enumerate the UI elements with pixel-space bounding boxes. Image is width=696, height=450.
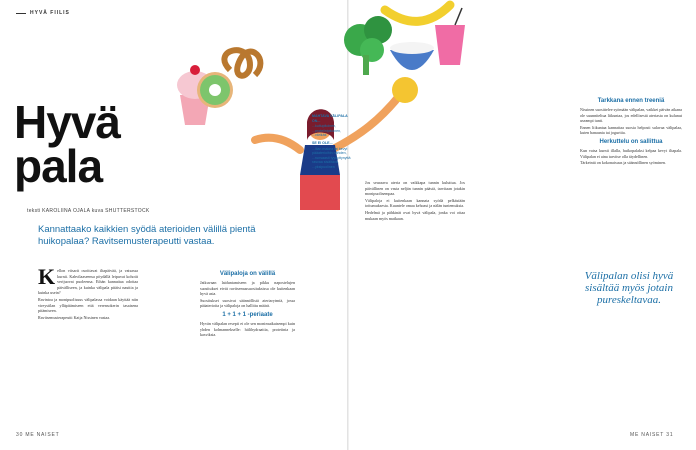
bowl-icon — [390, 42, 434, 70]
col4-paragraph-2: Ennen liikuntaa kannattaa suosia helposti sulavaa välipalaa, kuten banaania tai jogurttia. — [580, 124, 682, 136]
col1-paragraph-2: Ravintoa ja monipuolisuus välipalassa voidaan käyttää niin vireystilan ylläpitämiseen että verensokerin tasaisena pitämiseen. — [38, 296, 138, 314]
sidebar-heading-1: MAHTAVA VÄLIPALA ON... — [312, 114, 348, 123]
apple-icon — [392, 77, 418, 103]
broccoli-icon — [344, 16, 392, 75]
section-label — [16, 10, 70, 16]
subhead-herkuttelu: Herkuttelu on sallittua — [599, 138, 663, 145]
col1-paragraph-3: Ravitsemusterapeutti Katja Nissinen vastaa. — [38, 314, 111, 320]
pull-quote: Välipalan olisi hyvä sisältää myös jotain pureskeltavaa. — [584, 270, 674, 306]
banana-icon — [385, 5, 450, 21]
dropcap: K — [38, 264, 56, 289]
pretzel-icon — [224, 50, 260, 76]
col1-paragraph-1: ellon viisarit osoittavat iltapäivää, ja vatsassa kurnii. Kahvilaaseensa pöydällä leipuvat kohotit verijuovat puoleensa. Eihän kannattaa odottaa päivälliseen, ja kuinka välipala pitäisi nauttia ja kuinka usein? — [38, 268, 138, 296]
folio-left: 30 ME NAISET — [16, 432, 60, 438]
subhead-treeni: Tarkkana ennen treeniä — [597, 98, 665, 104]
sidebar-heading-2: SE EI OLE... — [312, 140, 333, 145]
byline: teksti KAROLIINA OJALA kuva SHUTTERSTOCK — [27, 208, 150, 214]
donut-icon — [197, 72, 233, 108]
subhead-periaate: 1 + 1 + 1 -periaate — [222, 311, 273, 318]
col4-paragraph-1: Nissinen suosittelee syömään välipalan, vaikkei päivän aikana ole suunniteltua liikuntaa, jos edellisestä ateriasta on kulunut useampi tunti. — [580, 107, 682, 124]
col4-paragraph-3: Kun vatsa kurnii illalla, huikopalaksi kelpaa kevyt iltapala. Välipalan ei aina tarvitse olla täydellinen. — [580, 147, 682, 159]
illustration-woman-with-food — [150, 0, 480, 210]
col4-paragraph-4: Tärkeintä on kokonaisuus ja säännöllinen syöminen. — [580, 160, 666, 166]
col3-paragraph-2: Välipaloja ei kuitenkaan kannata syödä pelkästään tottumuksesta. Kuuntele omaa kehoasi ja nälän tuntemuksia. — [365, 197, 465, 209]
headline-line2: pala — [14, 140, 103, 192]
col3-paragraph-1: Jos seuraava ateria on vaikkapa tunnin kuluttua. Jos päivällinen on vasta neljän tunnin päästä, tarvitaan jotakin monipuolisempaa. — [365, 180, 465, 197]
section-rule — [16, 13, 26, 14]
subhead-valipaloja: Välipaloja on välillä — [219, 271, 276, 277]
headline — [14, 96, 120, 192]
col2-paragraph-2: Suositukset suosivat säännöllistä ateriarytmiä, jossa pääaterioita ja välipaloja on hallittu määrä. — [200, 297, 295, 309]
section-label-text: HYVÄ FIILIS — [30, 10, 70, 16]
body-column-1 — [38, 264, 138, 321]
col2-paragraph-1: Jatkuvaan laiduntamiseen ja pikku napostelujen suositukset eivät ravitsemussuosituksissa ole kuitenkaan hyvä asia. — [200, 280, 295, 297]
headline-line1: Hyvä — [14, 96, 120, 148]
sidebar-box — [312, 114, 354, 173]
col2-paragraph-3: Hyvän välipalan resepti ei ole sen monimutkaisempi kuin yhden kolmannekselle: hiilihydraattia, proteiinia ja kasviksia. — [200, 320, 295, 338]
body-column-2 — [200, 268, 295, 339]
sidebar-body-1: ...kuitupitoinen, ...proteiinipitoinen, ...värikäs — [312, 124, 342, 138]
folio-right: ME NAISET 31 — [630, 432, 674, 438]
sidebar-body-2: ...liian makea tai kevyt pääaterioihin nähden, ...runsaasti tyydyttynyttä rasvaa sisältävä, ...yksipuolinen — [312, 146, 351, 169]
body-column-3 — [365, 180, 465, 222]
body-column-4 — [580, 95, 682, 167]
col3-paragraph-3: Hedelmä ja pähkinät ovat hyvä välipala, jonka voi ottaa mukaan myös matkaan. — [365, 209, 465, 221]
lead-paragraph: Kannattaako kaikkien syödä aterioiden välillä pientä huikopalaa? Ravitsemusterapeutti vastaa. — [38, 224, 256, 247]
